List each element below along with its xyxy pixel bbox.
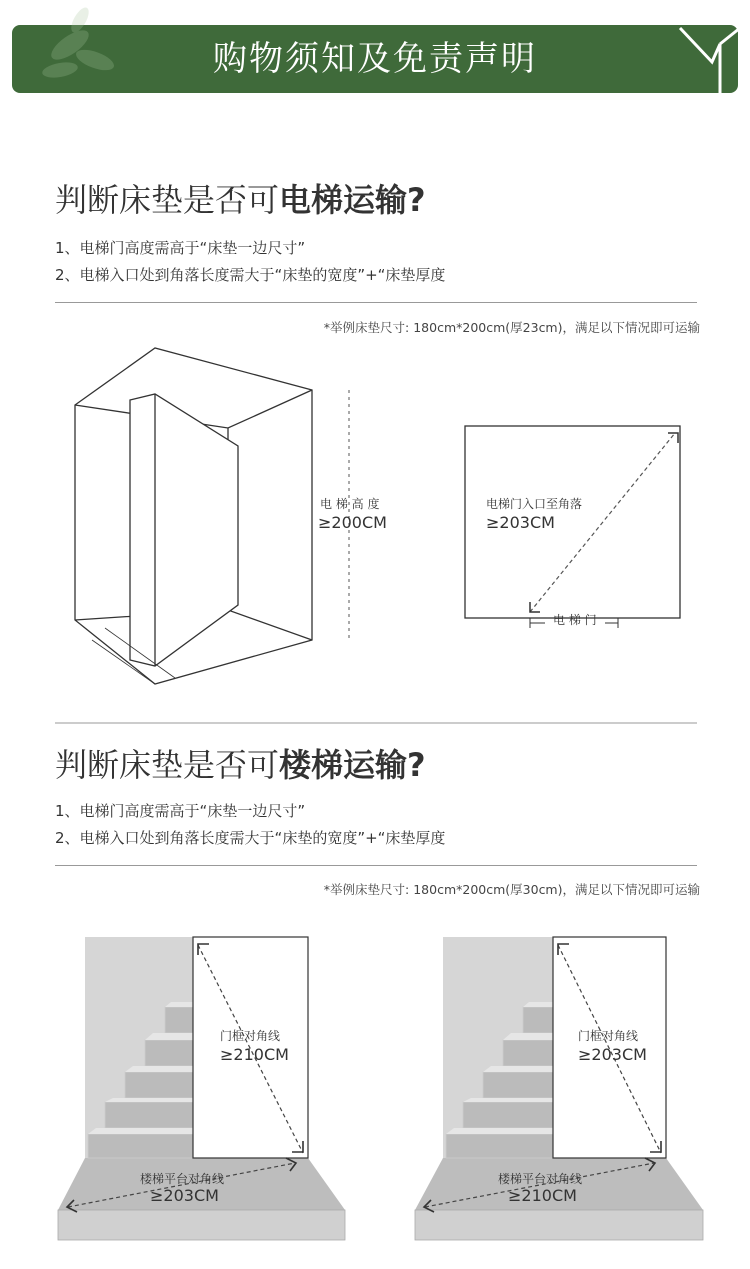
- elevator-height-value: ≥200CM: [318, 513, 387, 532]
- elevator-condition-1: 1、电梯门高度需高于“床垫一边尺寸”: [55, 239, 306, 257]
- stairs-left-platform-label: 楼梯平台对角线: [140, 1172, 225, 1186]
- stairs-left-door-value: ≥210CM: [220, 1045, 289, 1064]
- elevator-height-label: 电 梯 高 度: [320, 497, 380, 511]
- stairs-condition-2: 2、电梯入口处到角落长度需大于“床垫的宽度”+“床垫厚度: [55, 829, 446, 847]
- stairs-condition-1: 1、电梯门高度需高于“床垫一边尺寸”: [55, 802, 306, 820]
- elevator-corner-value: ≥203CM: [486, 513, 555, 532]
- elevator-door-label: 电 梯 门: [553, 613, 597, 627]
- stairs-left-door-label: 门框对角线: [220, 1029, 281, 1043]
- page-title: 购物须知及免责声明: [213, 39, 537, 79]
- stairs-right-door-label: 门框对角线: [578, 1029, 639, 1043]
- stairs-note: *举例床垫尺寸: 180cm*200cm(厚30cm)，满足以下情况即可运输: [323, 882, 700, 897]
- elevator-corner-label: 电梯门入口至角落: [486, 497, 583, 511]
- stairs-left-platform-value: ≥203CM: [150, 1186, 219, 1205]
- divider: [55, 865, 697, 866]
- elevator-heading: 判断床垫是否可电梯运输?: [55, 181, 426, 219]
- stairs-right-door-value: ≥203CM: [578, 1045, 647, 1064]
- elevator-box-diagram: [75, 348, 312, 684]
- elevator-note: *举例床垫尺寸: 180cm*200cm(厚23cm)，满足以下情况即可运输: [323, 320, 700, 335]
- arrow-icon: [668, 433, 678, 443]
- stairs-right-platform-label: 楼梯平台对角线: [498, 1172, 583, 1186]
- elevator-condition-2: 2、电梯入口处到角落长度需大于“床垫的宽度”+“床垫厚度: [55, 266, 446, 284]
- stairs-right-platform-value: ≥210CM: [508, 1186, 577, 1205]
- stairs-heading: 判断床垫是否可楼梯运输?: [55, 746, 426, 784]
